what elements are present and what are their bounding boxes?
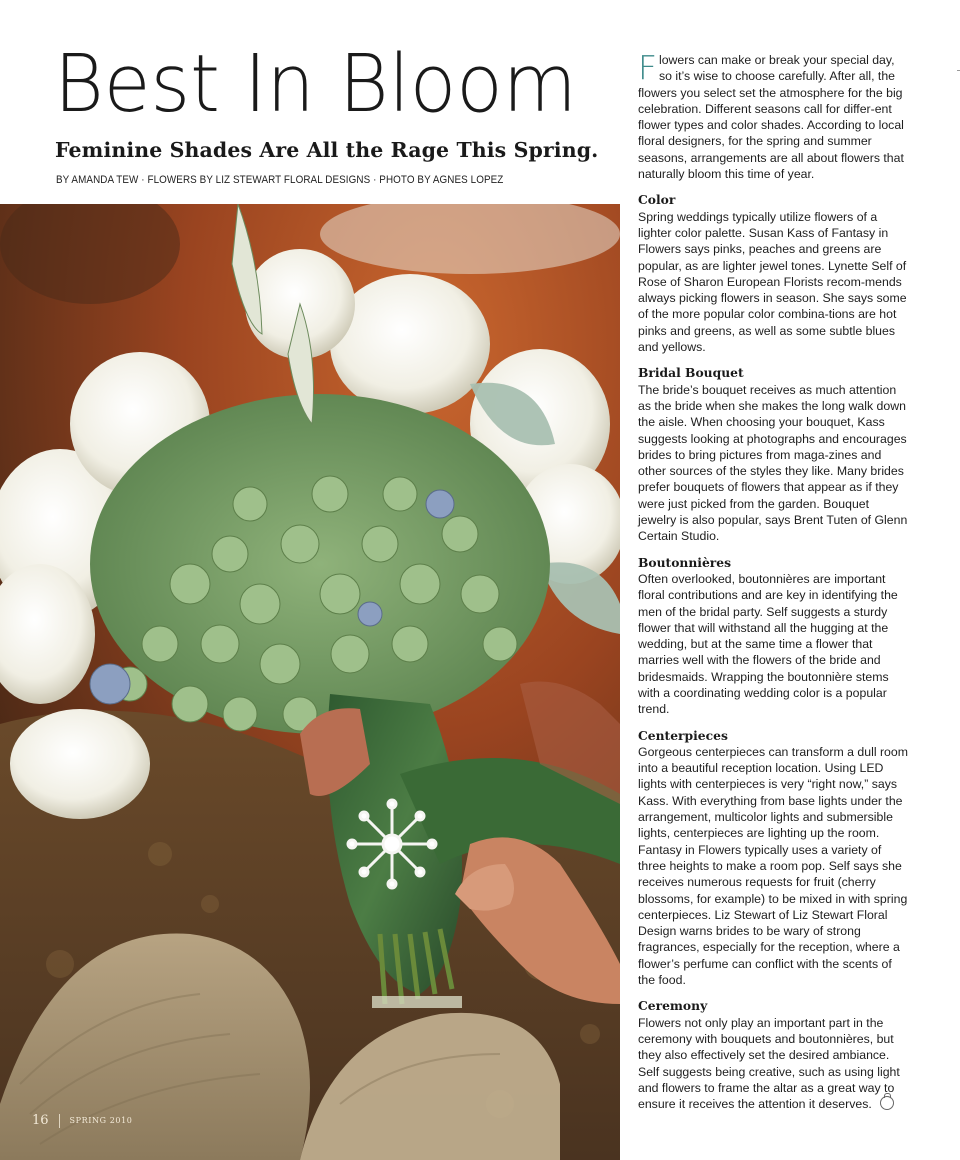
section-body	[638, 1015, 910, 1113]
section-heading: Bridal Bouquet	[638, 365, 744, 381]
section-boutonnieres	[638, 555, 910, 718]
issue-label: SPRING 2010	[69, 1116, 133, 1125]
section-ceremony	[638, 998, 910, 1112]
section-body: Spring weddings typically utilize flowers of a lighter color palette. Susan Kass of Fantasy in Flowers says pinks, peaches and greens are popular, as are lighter jewel tones. Lynette Self of Rose of Sharon European Florists recom-mends always picking flowers in season. She says some of the more popular color combina-tions are hot pinks and greens, as well as some subtle blues and yellows.	[638, 209, 907, 355]
section-body: Gorgeous centerpieces can transform a dull room into a beautiful reception location. Using LED lights with centerpieces is very “right now,” says Kass. With everything from base lights under the arrangement, multicolor lights and submersible lights, centerpieces are lighting up the room. Fantasy in Flowers typically uses a variety of three heights to make a room pop. Self says she receives numerous requests for fruit (cherry blossoms, for example) to be mixed in with spring centerpieces. Liz Stewart of Liz Stewart Floral Design warns brides to be wary of strong fragrances, especially for the reception, where a flower’s perfume can conflict with the scents of the food.	[638, 744, 908, 988]
section-bridal-bouquet	[638, 365, 910, 544]
article-body	[638, 48, 910, 1112]
section-heading: Centerpieces	[638, 727, 728, 743]
dropcap: F	[638, 48, 657, 87]
section-heading: Ceremony	[638, 998, 708, 1014]
page-number: 16	[32, 1113, 49, 1128]
intro-paragraph	[638, 48, 910, 182]
section-body: Often overlooked, boutonnières are important floral contributions and are key in identifying the men of the bridal party. Self suggests a sturdy flower that will withstand all the hugging at the wedding, but at the same time a flower that marries well with the flowers of the bride and bridesmaids. Wrapping the boutonnière stems with a coordinating wedding color is a popular trend.	[638, 571, 898, 717]
article-byline: BY AMANDA TEW · FLOWERS BY LIZ STEWART FLORAL DESIGNS · PHOTO BY AGNES LOPEZ	[56, 174, 504, 186]
article-subhead: Feminine Shades Are All the Rage This Spring.	[55, 138, 599, 162]
bouquet-photo	[0, 204, 620, 1160]
end-mark-icon	[880, 1096, 894, 1110]
section-heading: Boutonnières	[638, 554, 732, 570]
page-folio	[32, 1113, 133, 1128]
section-body-text: Flowers not only play an important part in the ceremony with bouquets and boutonnières, but they also effectively set the desired ambiance. Self suggests being creative, such as using light and flowers to frame the altar as a great way to ensure it receives the attention it deserves.	[638, 1015, 900, 1112]
article-headline: Best In Bloom	[54, 36, 577, 131]
intro-text: lowers can make or break your special day, so it’s wise to choose carefully. After all, the flowers you select set the atmosphere for the big celebration. Different seasons call for differ-ent flower types and color shades. According to local floral designers, for the spring and summer seasons, arrangements are all about flowers that naturally bloom this time of year.	[638, 53, 904, 182]
section-body: The bride’s bouquet receives as much attention as the bride when she makes the long walk down the aisle. When choosing your bouquet, Kass suggests looking at photographs and encourages brides to bring pictures from maga-zines and other sources of the styles they like. Many brides prefer bouquets of flowers that appear as if they were just picked from the garden. Bouquet jewelry is also popular, says Brent Tuten of Glenn Certain Studio.	[638, 382, 908, 544]
section-heading: Color	[638, 192, 676, 208]
folio-divider	[59, 1114, 60, 1128]
section-color	[638, 192, 910, 355]
section-centerpieces	[638, 728, 910, 989]
